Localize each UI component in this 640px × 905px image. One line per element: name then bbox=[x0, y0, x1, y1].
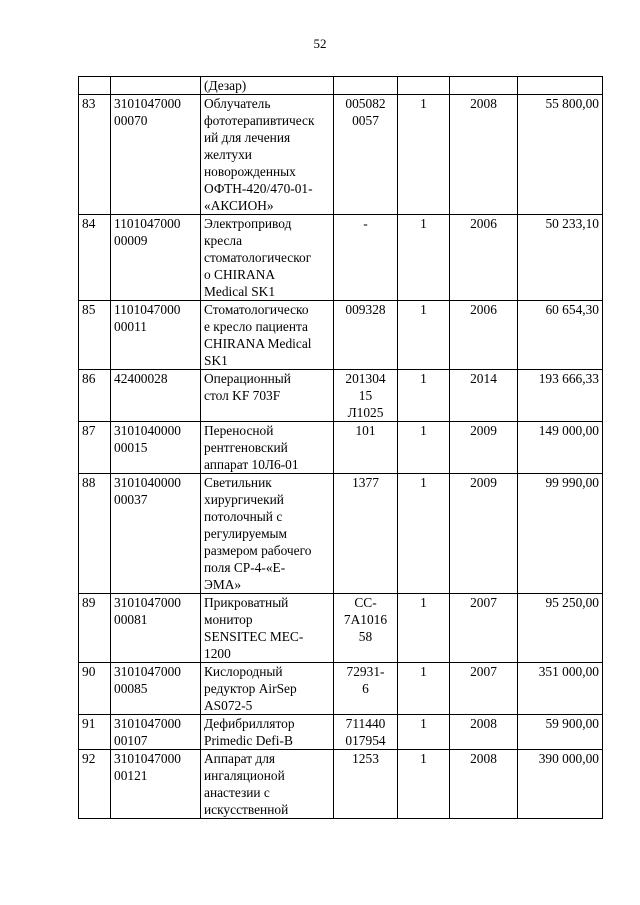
inventory-number-cell: 3101047000 00070 bbox=[111, 95, 201, 215]
row-number-cell: 89 bbox=[79, 594, 111, 663]
cost-cell: 99 990,00 bbox=[518, 474, 603, 594]
cost-cell: 60 654,30 bbox=[518, 301, 603, 370]
table-row bbox=[79, 715, 603, 750]
cost-cell: 390 000,00 bbox=[518, 750, 603, 819]
serial-number-cell: 201304 15 Л1025 bbox=[334, 370, 398, 422]
item-name-cell: Облучатель фототерапивтическ ий для лечения желтухи новорожденных ОФТН-420/470-01- «АКСИОН» bbox=[201, 95, 334, 215]
inventory-number-cell: 1101047000 00011 bbox=[111, 301, 201, 370]
year-cell: 2009 bbox=[450, 422, 518, 474]
item-name-cell: (Дезар) bbox=[201, 77, 334, 95]
inventory-number-cell bbox=[111, 77, 201, 95]
quantity-cell: 1 bbox=[398, 715, 450, 750]
cost-cell: 50 233,10 bbox=[518, 215, 603, 301]
quantity-cell: 1 bbox=[398, 215, 450, 301]
quantity-cell: 1 bbox=[398, 370, 450, 422]
quantity-cell bbox=[398, 77, 450, 95]
inventory-number-cell: 3101040000 00015 bbox=[111, 422, 201, 474]
item-name-cell: Переносной рентгеновский аппарат 10Л6-01 bbox=[201, 422, 334, 474]
cost-cell: 149 000,00 bbox=[518, 422, 603, 474]
item-name-cell: Светильник хирургичекий потолочный с регулируемым размером рабочего поля СР-4-«Е- ЭМА» bbox=[201, 474, 334, 594]
table-row bbox=[79, 422, 603, 474]
table-row bbox=[79, 370, 603, 422]
serial-number-cell: 711440 017954 bbox=[334, 715, 398, 750]
row-number-cell: 90 bbox=[79, 663, 111, 715]
quantity-cell: 1 bbox=[398, 594, 450, 663]
year-cell: 2008 bbox=[450, 750, 518, 819]
serial-number-cell: 009328 bbox=[334, 301, 398, 370]
year-cell: 2006 bbox=[450, 215, 518, 301]
serial-number-cell: CC- 7A1016 58 bbox=[334, 594, 398, 663]
table-row bbox=[79, 594, 603, 663]
year-cell: 2008 bbox=[450, 715, 518, 750]
table-row bbox=[79, 663, 603, 715]
item-name-cell: Аппарат для ингаляционой анастезии с искусственной bbox=[201, 750, 334, 819]
inventory-number-cell: 3101047000 00085 bbox=[111, 663, 201, 715]
cost-cell: 351 000,00 bbox=[518, 663, 603, 715]
serial-number-cell: 005082 0057 bbox=[334, 95, 398, 215]
table-row bbox=[79, 301, 603, 370]
item-name-cell: Дефибриллятор Primedic Defi-B bbox=[201, 715, 334, 750]
serial-number-cell bbox=[334, 77, 398, 95]
year-cell bbox=[450, 77, 518, 95]
table-row bbox=[79, 750, 603, 819]
item-name-cell: Электропривод кресла стоматологическог о CHIRANA Medical SK1 bbox=[201, 215, 334, 301]
table-row bbox=[79, 474, 603, 594]
serial-number-cell: 1253 bbox=[334, 750, 398, 819]
cost-cell: 55 800,00 bbox=[518, 95, 603, 215]
item-name-cell: Прикроватный монитор SENSITEC MEC- 1200 bbox=[201, 594, 334, 663]
cost-cell bbox=[518, 77, 603, 95]
row-number-cell: 87 bbox=[79, 422, 111, 474]
item-name-cell: Стоматологическо е кресло пациента CHIRANA Medical SK1 bbox=[201, 301, 334, 370]
page-number: 52 bbox=[313, 36, 327, 51]
serial-number-cell: 101 bbox=[334, 422, 398, 474]
inventory-number-cell: 3101047000 00081 bbox=[111, 594, 201, 663]
item-name-cell: Кислородный редуктор AirSep AS072-5 bbox=[201, 663, 334, 715]
year-cell: 2007 bbox=[450, 594, 518, 663]
table-row bbox=[79, 95, 603, 215]
year-cell: 2008 bbox=[450, 95, 518, 215]
row-number-cell bbox=[79, 77, 111, 95]
quantity-cell: 1 bbox=[398, 95, 450, 215]
year-cell: 2014 bbox=[450, 370, 518, 422]
inventory-number-cell: 3101040000 00037 bbox=[111, 474, 201, 594]
cost-cell: 59 900,00 bbox=[518, 715, 603, 750]
row-number-cell: 91 bbox=[79, 715, 111, 750]
year-cell: 2006 bbox=[450, 301, 518, 370]
cost-cell: 95 250,00 bbox=[518, 594, 603, 663]
table-row bbox=[79, 77, 603, 95]
inventory-number-cell: 3101047000 00121 bbox=[111, 750, 201, 819]
serial-number-cell: - bbox=[334, 215, 398, 301]
inventory-table bbox=[78, 76, 603, 819]
year-cell: 2009 bbox=[450, 474, 518, 594]
quantity-cell: 1 bbox=[398, 301, 450, 370]
row-number-cell: 86 bbox=[79, 370, 111, 422]
inventory-number-cell: 3101047000 00107 bbox=[111, 715, 201, 750]
cost-cell: 193 666,33 bbox=[518, 370, 603, 422]
row-number-cell: 85 bbox=[79, 301, 111, 370]
row-number-cell: 92 bbox=[79, 750, 111, 819]
row-number-cell: 84 bbox=[79, 215, 111, 301]
table-row bbox=[79, 215, 603, 301]
serial-number-cell: 1377 bbox=[334, 474, 398, 594]
item-name-cell: Операционный стол KF 703F bbox=[201, 370, 334, 422]
quantity-cell: 1 bbox=[398, 663, 450, 715]
inventory-number-cell: 1101047000 00009 bbox=[111, 215, 201, 301]
quantity-cell: 1 bbox=[398, 422, 450, 474]
quantity-cell: 1 bbox=[398, 474, 450, 594]
row-number-cell: 88 bbox=[79, 474, 111, 594]
quantity-cell: 1 bbox=[398, 750, 450, 819]
year-cell: 2007 bbox=[450, 663, 518, 715]
row-number-cell: 83 bbox=[79, 95, 111, 215]
serial-number-cell: 72931- 6 bbox=[334, 663, 398, 715]
inventory-number-cell: 42400028 bbox=[111, 370, 201, 422]
